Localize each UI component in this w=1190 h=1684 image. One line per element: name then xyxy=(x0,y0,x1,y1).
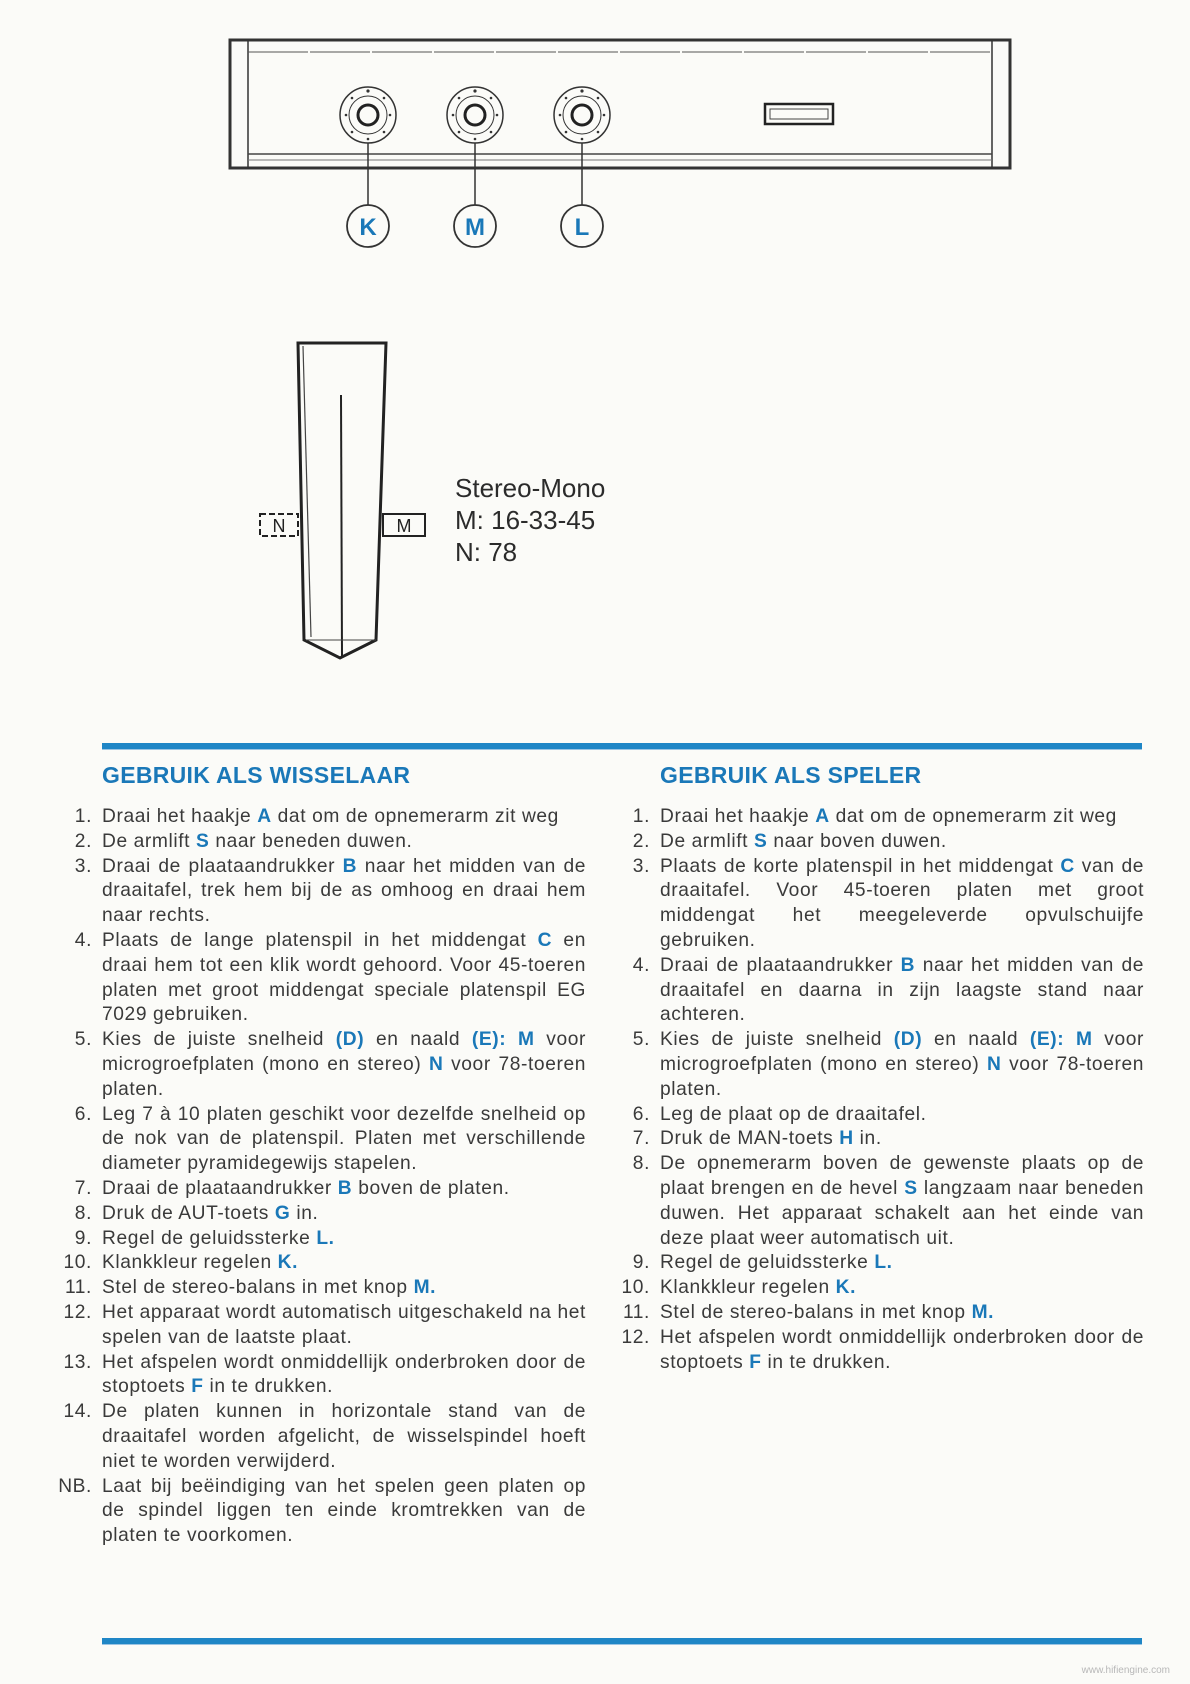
step-text-run: dat om de opnemerarm zit weg xyxy=(271,806,559,827)
step-number: 3. xyxy=(632,855,650,877)
step-text xyxy=(102,805,586,830)
step-number: 11. xyxy=(622,1301,650,1323)
step-reference: (D) xyxy=(893,1029,923,1051)
step-reference: N xyxy=(428,1053,444,1075)
step-number: 9. xyxy=(74,1227,92,1249)
instruction-step xyxy=(50,855,586,929)
step-text-run: in. xyxy=(853,1128,882,1150)
instruction-step xyxy=(608,1152,1144,1251)
step-number: 14. xyxy=(63,1401,92,1423)
step-text-run: en naald xyxy=(364,1029,472,1051)
player-heading: GEBRUIK ALS SPELER xyxy=(660,762,922,788)
step-text-run: en naald xyxy=(922,1029,1030,1051)
stylus-tag-n xyxy=(260,514,298,536)
step-text xyxy=(660,1326,1144,1376)
stylus-spec-m: M: 16-33-45 xyxy=(455,505,596,535)
knob-label-l: L xyxy=(574,214,590,241)
step-text-run: in te drukken. xyxy=(761,1351,892,1373)
step-text-run: dat om de opnemerarm zit weg xyxy=(829,806,1117,827)
step-reference: F xyxy=(191,1376,204,1398)
step-text-run: Draai het haakje xyxy=(660,806,816,827)
step-text-run: Laat bij beëindiging van het spelen geen platen op de spindel liggen ten einde kromtrekken van de platen te voorkomen. xyxy=(102,1475,586,1547)
step-reference: B xyxy=(342,855,358,877)
step-text xyxy=(102,929,586,1028)
step-text xyxy=(660,805,1144,830)
instruction-step xyxy=(50,1177,586,1202)
instruction-step xyxy=(50,1202,586,1227)
step-number: 2. xyxy=(632,830,650,852)
step-text xyxy=(102,1251,586,1276)
step-text-run: Plaats de korte platenspil in het middengat xyxy=(660,855,1061,877)
step-number: 5. xyxy=(74,1029,92,1051)
step-text-run: Draai de plaataandrukker xyxy=(102,855,343,877)
step-text-run: Regel de geluidssterke xyxy=(660,1252,875,1274)
step-text-run: naar boven duwen. xyxy=(767,830,947,852)
step-text-run: langzaam naar beneden duwen. Het apparaat schakelt aan het einde van deze plaat weer automatisch uit. xyxy=(660,1177,1144,1249)
step-number: 1. xyxy=(632,806,650,827)
step-number: 5. xyxy=(632,1029,650,1051)
step-reference: (E): M xyxy=(1029,1029,1093,1051)
step-text-run: Leg de plaat op de draaitafel. xyxy=(660,1103,927,1125)
step-text-run: De armlift xyxy=(102,830,197,852)
instruction-step xyxy=(608,1028,1144,1102)
step-reference: N xyxy=(986,1053,1002,1075)
instruction-step xyxy=(608,805,1144,830)
step-text-run: De platen kunnen in horizontale stand van de draaitafel worden afgelicht, de wisselspindel hoeft niet te worden verwijderd. xyxy=(102,1401,586,1472)
stylus-spec-n: N: 78 xyxy=(455,537,518,567)
step-text-run: Kies de juiste snelheid xyxy=(660,1029,894,1051)
panel-slot xyxy=(765,104,833,124)
instruction-step xyxy=(50,830,586,855)
step-text-run: Klankkleur regelen xyxy=(102,1252,278,1274)
instruction-step xyxy=(608,1326,1144,1376)
instruction-step xyxy=(608,954,1144,1028)
step-reference: (E): M xyxy=(471,1029,535,1051)
step-reference: (D) xyxy=(335,1029,365,1051)
step-text-run: naar beneden duwen. xyxy=(209,830,413,852)
svg-text:N: N xyxy=(272,516,286,536)
step-number: 7. xyxy=(74,1177,92,1199)
step-reference: L. xyxy=(316,1227,335,1249)
stylus-spec xyxy=(455,472,605,568)
player-instructions xyxy=(608,762,1144,1375)
step-reference: A xyxy=(257,806,272,827)
stylus-spec-title: Stereo-Mono xyxy=(455,473,606,503)
step-text-run: Stel de stereo-balans in met knop xyxy=(102,1277,414,1299)
changer-steps xyxy=(50,805,586,1549)
step-text-run: Draai de plaataandrukker xyxy=(102,1177,338,1199)
step-text xyxy=(102,830,586,855)
step-text xyxy=(660,1301,1144,1326)
step-text xyxy=(102,855,586,929)
step-text xyxy=(660,1103,1144,1128)
watermark: www.hifiengine.com xyxy=(1081,1665,1170,1676)
step-text xyxy=(102,1475,586,1549)
knob-l xyxy=(554,87,610,205)
step-reference: A xyxy=(815,806,830,827)
instruction-step xyxy=(50,805,586,830)
instruction-step xyxy=(50,1227,586,1252)
instruction-step xyxy=(50,1251,586,1276)
step-text-run: Draai de plaataandrukker xyxy=(660,954,901,976)
step-number: 10. xyxy=(621,1277,650,1299)
step-text-run: naar het midden van de draaitafel en daarna in zijn laagste stand naar achteren. xyxy=(660,954,1144,1026)
step-number: NB. xyxy=(58,1475,92,1497)
step-text xyxy=(102,1177,586,1202)
instruction-step xyxy=(608,830,1144,855)
step-text-run: Het afspelen wordt onmiddellijk onderbroken door de stoptoets xyxy=(102,1351,586,1398)
cartridge-outline xyxy=(298,343,386,658)
step-reference: M. xyxy=(971,1301,995,1323)
svg-text:M: M xyxy=(396,516,412,536)
step-number: 8. xyxy=(74,1202,92,1224)
step-text xyxy=(102,1400,586,1474)
step-reference: G xyxy=(274,1202,291,1224)
step-number: 12. xyxy=(621,1326,650,1348)
step-text xyxy=(102,1351,586,1401)
step-text-run: in. xyxy=(290,1202,319,1224)
step-reference: C xyxy=(1060,855,1075,877)
step-reference: S xyxy=(754,830,768,852)
step-text-run: van de draaitafel. Voor 45-toeren platen met groot middengat het meegeleverde opvulschuijfe gebruiken. xyxy=(660,855,1144,951)
instruction-step xyxy=(608,1276,1144,1301)
step-number: 12. xyxy=(63,1301,92,1323)
panel-outline xyxy=(230,40,1010,168)
step-text xyxy=(102,1028,586,1102)
step-number: 11. xyxy=(64,1277,92,1299)
step-text xyxy=(660,954,1144,1028)
step-reference: C xyxy=(537,929,553,951)
step-text-run: voor microgroefplaten (mono en stereo) xyxy=(660,1029,1144,1075)
step-text-run: in te drukken. xyxy=(203,1376,334,1398)
step-text-run: voor microgroefplaten (mono en stereo) xyxy=(102,1029,586,1075)
front-panel-diagram xyxy=(0,0,1190,300)
step-number: 2. xyxy=(74,830,92,852)
step-reference: H xyxy=(839,1128,854,1150)
step-number: 4. xyxy=(74,929,92,951)
step-number: 1. xyxy=(74,806,92,827)
knob-k xyxy=(340,87,396,205)
knob-label-k: K xyxy=(359,214,377,241)
step-number: 6. xyxy=(632,1103,650,1125)
step-number: 6. xyxy=(74,1103,92,1125)
step-reference: S xyxy=(196,830,210,852)
step-reference: L. xyxy=(874,1252,893,1274)
instruction-step xyxy=(608,1127,1144,1152)
bottom-divider xyxy=(102,1638,1142,1645)
changer-heading: GEBRUIK ALS WISSELAAR xyxy=(102,762,411,788)
step-text-run: De opnemerarm boven de gewenste plaats op de plaat brengen en de hevel xyxy=(660,1153,1144,1199)
step-reference: B xyxy=(900,954,916,976)
step-text-run: naar het midden van de draaitafel, trek hem bij de as omhoog en draai hem naar rechts. xyxy=(102,855,586,927)
stylus-tag-m xyxy=(383,514,425,536)
step-number: 4. xyxy=(632,954,650,976)
step-text-run: Draai het haakje xyxy=(102,806,258,827)
instruction-step xyxy=(50,929,586,1028)
step-number: 8. xyxy=(632,1153,650,1175)
step-number: 9. xyxy=(632,1252,650,1274)
step-text-run: Leg 7 à 10 platen geschikt voor dezelfde snelheid op de nok van de platenspil. Platen met verschillende diameter pyramidegewijs stapelen. xyxy=(102,1103,586,1175)
step-text-run: Regel de geluidssterke xyxy=(102,1227,317,1249)
step-text xyxy=(102,1202,586,1227)
knob-m xyxy=(447,87,503,205)
instruction-step xyxy=(50,1276,586,1301)
step-reference: M. xyxy=(413,1277,437,1299)
step-text xyxy=(102,1301,586,1351)
step-text xyxy=(102,1103,586,1177)
step-reference: F xyxy=(749,1351,762,1373)
step-text-run: Klankkleur regelen xyxy=(660,1277,836,1299)
step-number: 13. xyxy=(63,1351,92,1373)
step-reference: K. xyxy=(277,1252,299,1274)
step-reference: K. xyxy=(835,1277,857,1299)
step-text-run: Het apparaat wordt automatisch uitgeschakeld na het spelen van de laatste plaat. xyxy=(102,1301,586,1348)
step-text xyxy=(660,1028,1144,1102)
step-text xyxy=(660,1127,1144,1152)
step-text-run: Stel de stereo-balans in met knop xyxy=(660,1301,972,1323)
step-text-run: boven de platen. xyxy=(352,1177,510,1199)
player-steps xyxy=(608,805,1144,1375)
instruction-step xyxy=(50,1028,586,1102)
step-text xyxy=(660,1152,1144,1251)
instruction-step xyxy=(608,1103,1144,1128)
step-number: 10. xyxy=(63,1252,92,1274)
changer-instructions xyxy=(50,762,586,1549)
step-text-run: Het afspelen wordt onmiddellijk onderbroken door de stoptoets xyxy=(660,1326,1144,1373)
step-text-run: Druk de AUT-toets xyxy=(102,1202,275,1224)
step-text-run: voor 78-toeren platen. xyxy=(102,1053,586,1100)
instruction-step xyxy=(50,1400,586,1474)
instruction-step xyxy=(50,1103,586,1177)
step-reference: S xyxy=(904,1177,918,1199)
step-text-run: en draai hem tot een klik wordt gehoord. Voor 45-toeren platen met groot middengat speciale platenspil EG 7029 gebruiken. xyxy=(102,929,586,1026)
instruction-step xyxy=(50,1475,586,1549)
step-number: 3. xyxy=(74,855,92,877)
step-text-run: Kies de juiste snelheid xyxy=(102,1029,336,1051)
step-text xyxy=(102,1276,586,1301)
instruction-step xyxy=(50,1351,586,1401)
step-text-run: Plaats de lange platenspil in het middengat xyxy=(102,929,538,951)
instruction-step xyxy=(608,1251,1144,1276)
step-number: 7. xyxy=(632,1128,650,1150)
step-text xyxy=(102,1227,586,1252)
step-text-run: voor 78-toeren platen. xyxy=(660,1053,1144,1100)
step-text xyxy=(660,855,1144,954)
step-text-run: De armlift xyxy=(660,830,755,852)
instruction-step xyxy=(608,855,1144,954)
instruction-step xyxy=(608,1301,1144,1326)
step-text xyxy=(660,830,1144,855)
knob-label-m: M xyxy=(465,214,485,241)
top-divider xyxy=(102,743,1142,750)
step-text xyxy=(660,1276,1144,1301)
step-text-run: Druk de MAN-toets xyxy=(660,1128,840,1150)
step-text xyxy=(660,1251,1144,1276)
instruction-step xyxy=(50,1301,586,1351)
step-reference: B xyxy=(337,1177,353,1199)
